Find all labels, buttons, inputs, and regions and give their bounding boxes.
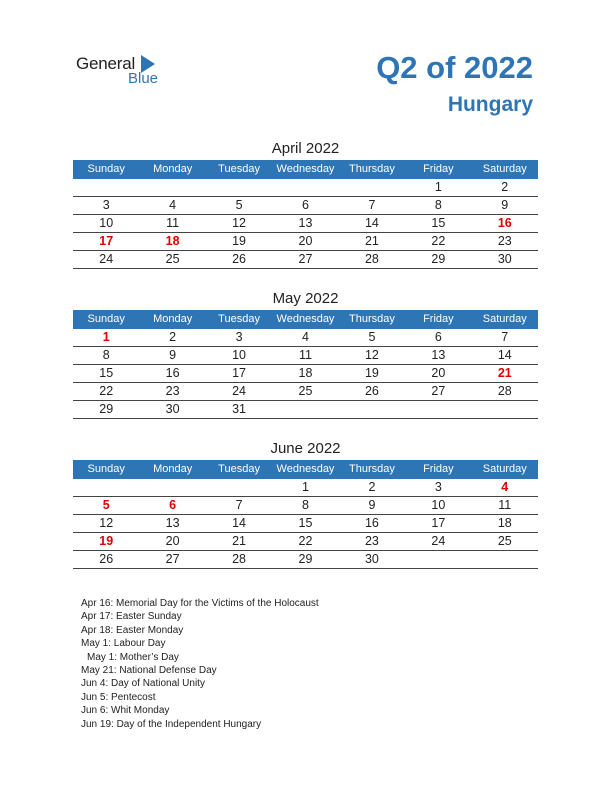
day-cell: 14: [339, 215, 405, 233]
day-cell: [405, 401, 471, 419]
day-cell: 27: [272, 251, 338, 269]
day-cell: [73, 179, 139, 197]
day-cell: [472, 401, 538, 419]
day-cell: 27: [405, 383, 471, 401]
day-cell: [272, 179, 338, 197]
day-cell: [272, 401, 338, 419]
month-title: June 2022: [270, 440, 341, 457]
month-may: [73, 288, 538, 419]
day-cell: 15: [405, 215, 471, 233]
day-cell: 19: [206, 233, 272, 251]
day-cell: [139, 179, 205, 197]
day-cell: 9: [472, 197, 538, 215]
weekday-header: Saturday: [472, 460, 538, 479]
holiday-day-cell: 5: [73, 497, 139, 515]
holiday-note: Jun 6: Whit Monday: [81, 705, 170, 717]
holiday-notes: [81, 597, 319, 731]
holiday-day-cell: 18: [139, 233, 205, 251]
day-cell: 14: [472, 347, 538, 365]
weekday-header: Friday: [405, 160, 471, 179]
weekday-header: Tuesday: [206, 310, 272, 329]
day-cell: 9: [339, 497, 405, 515]
day-cell: 5: [339, 329, 405, 347]
day-cell: 29: [272, 551, 338, 569]
day-cell: 29: [405, 251, 471, 269]
day-cell: 23: [139, 383, 205, 401]
day-cell: 12: [206, 215, 272, 233]
day-cell: 11: [472, 497, 538, 515]
day-cell: 20: [272, 233, 338, 251]
day-cell: 12: [73, 515, 139, 533]
day-cell: 20: [139, 533, 205, 551]
day-cell: 11: [272, 347, 338, 365]
weekday-header: Monday: [139, 310, 205, 329]
day-cell: 29: [73, 401, 139, 419]
holiday-day-cell: 4: [472, 479, 538, 497]
day-cell: 23: [472, 233, 538, 251]
weekday-header: Wednesday: [272, 160, 338, 179]
holiday-note: Jun 5: Pentecost: [81, 691, 156, 703]
day-cell: 21: [206, 533, 272, 551]
holiday-day-cell: 19: [73, 533, 139, 551]
day-cell: 28: [339, 251, 405, 269]
weekday-header: Saturday: [472, 160, 538, 179]
weekday-header: Monday: [139, 160, 205, 179]
day-cell: 2: [339, 479, 405, 497]
day-cell: 26: [206, 251, 272, 269]
day-cell: 25: [139, 251, 205, 269]
day-cell: 14: [206, 515, 272, 533]
logo-general-text: General: [76, 54, 136, 73]
holiday-day-cell: 16: [472, 215, 538, 233]
weekday-header: Friday: [405, 310, 471, 329]
day-cell: 13: [405, 347, 471, 365]
country-name: Hungary: [447, 93, 533, 116]
day-cell: 31: [206, 401, 272, 419]
day-cell: 7: [206, 497, 272, 515]
holiday-note: Apr 17: Easter Sunday: [81, 611, 182, 623]
holiday-note: Apr 16: Memorial Day for the Victims of the Holocaust: [81, 598, 319, 609]
day-cell: [73, 479, 139, 497]
day-cell: 23: [339, 533, 405, 551]
day-cell: 17: [405, 515, 471, 533]
logo: [76, 52, 176, 92]
holiday-day-cell: 6: [139, 497, 205, 515]
day-cell: 8: [405, 197, 471, 215]
day-cell: 21: [339, 233, 405, 251]
holiday-note: May 1: Labour Day: [81, 638, 166, 650]
day-cell: 6: [272, 197, 338, 215]
logo-blue-text: Blue: [128, 70, 159, 87]
holiday-note: May 1: Mother’s Day: [87, 651, 179, 663]
weekday-header: Sunday: [73, 310, 139, 329]
day-cell: [472, 551, 538, 569]
holiday-day-cell: 1: [73, 329, 139, 347]
day-cell: 1: [405, 179, 471, 197]
day-cell: [206, 479, 272, 497]
day-cell: [206, 179, 272, 197]
day-cell: 7: [472, 329, 538, 347]
day-cell: 2: [139, 329, 205, 347]
day-cell: [339, 401, 405, 419]
day-cell: 25: [272, 383, 338, 401]
month-title: May 2022: [272, 290, 339, 307]
day-cell: 10: [73, 215, 139, 233]
weekday-header: Thursday: [339, 160, 405, 179]
day-cell: 16: [139, 365, 205, 383]
day-cell: 28: [472, 383, 538, 401]
day-cell: 4: [139, 197, 205, 215]
calendar-grid: [73, 160, 538, 269]
day-cell: 19: [339, 365, 405, 383]
holiday-note: Apr 18: Easter Monday: [81, 624, 184, 636]
day-cell: 24: [405, 533, 471, 551]
weekday-header: Tuesday: [206, 160, 272, 179]
day-cell: 24: [73, 251, 139, 269]
holiday-note: Jun 19: Day of the Independent Hungary: [81, 718, 262, 730]
day-cell: 6: [405, 329, 471, 347]
day-cell: 17: [206, 365, 272, 383]
day-cell: 18: [472, 515, 538, 533]
day-cell: 24: [206, 383, 272, 401]
day-cell: 27: [139, 551, 205, 569]
day-cell: 28: [206, 551, 272, 569]
day-cell: 22: [272, 533, 338, 551]
weekday-header: Sunday: [73, 460, 139, 479]
page-title: Q2 of 2022: [376, 50, 533, 85]
day-cell: 8: [272, 497, 338, 515]
day-cell: 3: [206, 329, 272, 347]
weekday-header: Friday: [405, 460, 471, 479]
day-cell: 26: [73, 551, 139, 569]
day-cell: 12: [339, 347, 405, 365]
weekday-header: Thursday: [339, 460, 405, 479]
day-cell: 3: [405, 479, 471, 497]
day-cell: 2: [472, 179, 538, 197]
holiday-note: May 21: National Defense Day: [81, 665, 217, 677]
day-cell: 26: [339, 383, 405, 401]
day-cell: 18: [272, 365, 338, 383]
weekday-header: Saturday: [472, 310, 538, 329]
day-cell: 13: [272, 215, 338, 233]
holiday-note: Jun 4: Day of National Unity: [81, 678, 205, 690]
day-cell: 1: [272, 479, 338, 497]
day-cell: 11: [139, 215, 205, 233]
calendar-grid: [73, 310, 538, 419]
day-cell: 4: [272, 329, 338, 347]
month-june: [73, 438, 538, 569]
holiday-day-cell: 17: [73, 233, 139, 251]
calendar-grid: [73, 460, 538, 569]
day-cell: 15: [272, 515, 338, 533]
day-cell: [405, 551, 471, 569]
day-cell: 22: [405, 233, 471, 251]
day-cell: 10: [206, 347, 272, 365]
day-cell: 25: [472, 533, 538, 551]
day-cell: [339, 179, 405, 197]
weekday-header: Tuesday: [206, 460, 272, 479]
day-cell: 9: [139, 347, 205, 365]
day-cell: 15: [73, 365, 139, 383]
day-cell: 13: [139, 515, 205, 533]
day-cell: 3: [73, 197, 139, 215]
day-cell: 20: [405, 365, 471, 383]
day-cell: 30: [472, 251, 538, 269]
weekday-header: Wednesday: [272, 460, 338, 479]
month-title: April 2022: [271, 140, 340, 157]
day-cell: 5: [206, 197, 272, 215]
weekday-header: Wednesday: [272, 310, 338, 329]
day-cell: 30: [339, 551, 405, 569]
day-cell: 16: [339, 515, 405, 533]
weekday-header: Monday: [139, 460, 205, 479]
day-cell: 10: [405, 497, 471, 515]
day-cell: 8: [73, 347, 139, 365]
day-cell: 30: [139, 401, 205, 419]
day-cell: 22: [73, 383, 139, 401]
weekday-header: Sunday: [73, 160, 139, 179]
month-april: [73, 138, 538, 269]
day-cell: [139, 479, 205, 497]
holiday-day-cell: 21: [472, 365, 538, 383]
weekday-header: Thursday: [339, 310, 405, 329]
day-cell: 7: [339, 197, 405, 215]
